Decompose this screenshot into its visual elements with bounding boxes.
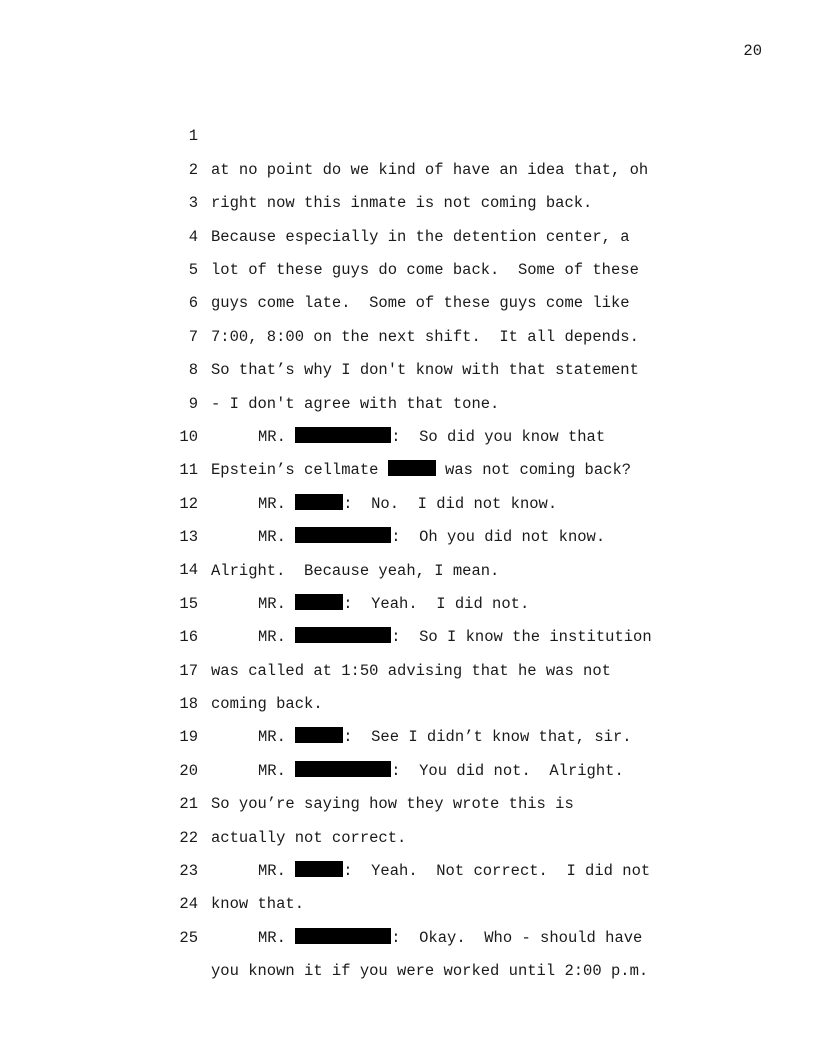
speaker-prefix: MR.	[258, 594, 296, 613]
transcript-body	[0, 87, 816, 981]
speech-text: : Yeah. Not correct. I did not	[343, 862, 651, 881]
line-number: 14	[179, 561, 198, 580]
speech-text: : Okay. Who - should have	[391, 928, 643, 947]
line-prefix: Epstein’s cellmate	[211, 461, 388, 480]
speaker-line	[211, 922, 642, 955]
line-text: actually not correct.	[211, 828, 407, 847]
speaker-prefix: MR.	[258, 862, 296, 881]
speech-text: : Yeah. I did not.	[343, 594, 530, 613]
line-number: 4	[188, 227, 198, 246]
line-number: 5	[188, 260, 198, 279]
line-text: right now this inmate is not coming back.	[211, 194, 593, 213]
speaker-prefix: MR.	[258, 528, 296, 547]
speech-text: : No. I did not know.	[343, 494, 558, 513]
line-number: 17	[179, 661, 198, 680]
line-text: So that’s why I don't know with that statement	[211, 361, 639, 380]
line-text: was called at 1:50 advising that he was not	[211, 661, 611, 680]
line-number: 12	[179, 494, 198, 513]
line-number: 16	[179, 628, 198, 647]
line-number: 7	[188, 327, 198, 346]
speaker-prefix: MR.	[258, 427, 296, 446]
speech-text: : So I know the institution	[391, 628, 652, 647]
redacted-name	[295, 928, 391, 944]
speech-text: : You did not. Alright.	[391, 761, 624, 780]
speaker-prefix: MR.	[258, 628, 296, 647]
line-number: 10	[179, 427, 198, 446]
line-number: 8	[188, 361, 198, 380]
speaker-prefix: MR.	[258, 761, 296, 780]
line-number: 22	[179, 828, 198, 847]
line-text: - I don't agree with that tone.	[211, 394, 500, 413]
line-text: you known it if you were worked until 2:00 p.m.	[211, 962, 649, 981]
line-number: 1	[188, 127, 198, 146]
line-text: Because especially in the detention center, a	[211, 227, 630, 246]
speech-text: : So did you know that	[391, 427, 606, 446]
line-text: lot of these guys do come back. Some of these	[211, 260, 639, 279]
line-text: at no point do we kind of have an idea that, oh	[211, 160, 649, 179]
line-number: 15	[179, 594, 198, 613]
line-number: 23	[179, 862, 198, 880]
line-text: So you’re saying how they wrote this is	[211, 795, 574, 814]
line-text: guys come late. Some of these guys come like	[211, 294, 630, 313]
line-number: 6	[188, 294, 198, 313]
line-number: 3	[188, 194, 198, 213]
line-number: 25	[179, 928, 198, 947]
line-number: 9	[188, 394, 198, 413]
line-text: Alright. Because yeah, I mean.	[211, 561, 500, 580]
speaker-prefix: MR.	[258, 728, 296, 747]
speech-text: : See I didn’t know that, sir.	[343, 728, 632, 747]
line-number: 13	[179, 528, 198, 547]
line-text: 7:00, 8:00 on the next shift. It all depends.	[211, 327, 639, 346]
line-number: 24	[179, 895, 198, 914]
line-text: coming back.	[211, 695, 323, 714]
line-number: 2	[188, 160, 198, 179]
line-number: 19	[179, 728, 198, 747]
speaker-prefix: MR.	[258, 928, 296, 947]
speaker-prefix: MR.	[258, 494, 296, 513]
transcript-line	[0, 87, 816, 179]
line-number: 18	[179, 695, 198, 714]
line-text: know that.	[211, 895, 305, 914]
line-number: 11	[179, 461, 198, 480]
line-suffix: was not coming back?	[435, 461, 632, 480]
line-number: 20	[179, 761, 198, 780]
page-number: 20	[743, 42, 762, 60]
speech-text: : Oh you did not know.	[391, 528, 606, 547]
line-number: 21	[179, 795, 198, 814]
